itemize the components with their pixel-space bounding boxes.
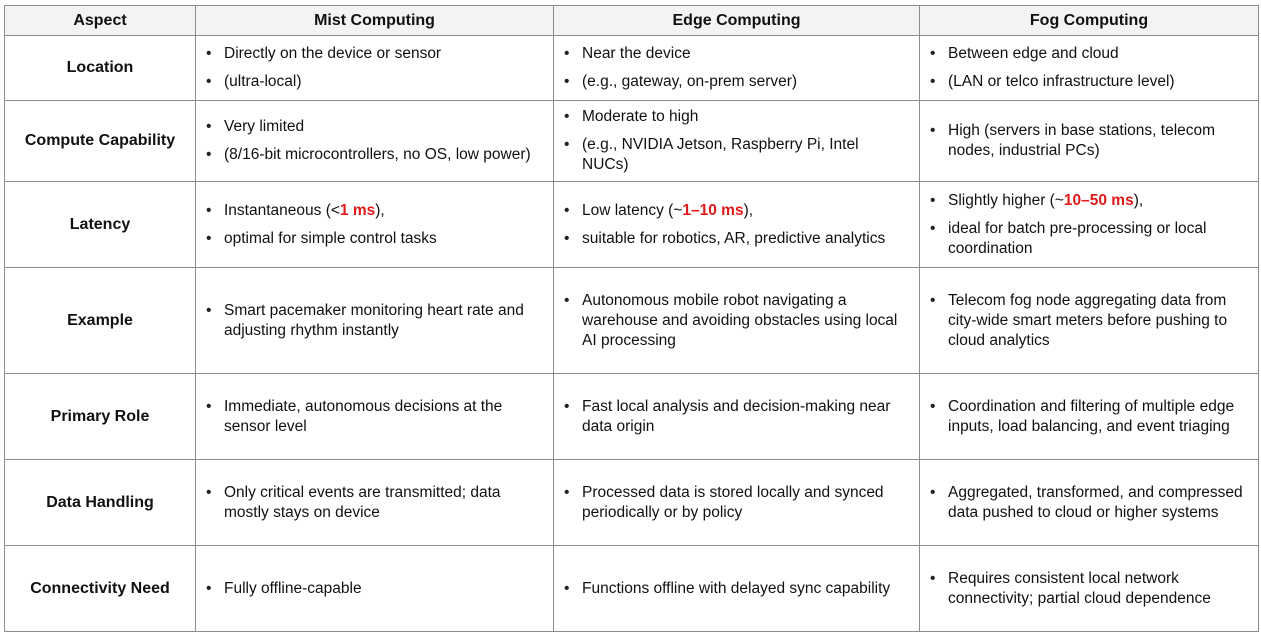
bullet-item: [562, 44, 909, 64]
fog-cell: [920, 36, 1259, 101]
aspect-label: Example: [5, 268, 196, 374]
bullet-text: Near the device: [582, 45, 691, 62]
table-row: [5, 101, 1259, 182]
bullet-item: [562, 397, 909, 437]
bullet-text: Only critical events are transmitted; data mostly stays on device: [224, 483, 501, 521]
mist-cell: [196, 101, 554, 182]
bullet-text: Low latency (~: [582, 201, 683, 219]
bullet-text: (ultra-local): [224, 73, 302, 90]
mist-cell: [196, 374, 554, 460]
bullet-item: [204, 44, 543, 64]
header-row: [5, 6, 1259, 36]
bullet-list: [204, 44, 543, 92]
bullet-text: Functions offline with delayed sync capability: [582, 579, 891, 597]
bullet-item: [204, 301, 543, 341]
bullet-text: ),: [375, 201, 385, 219]
bullet-item: [204, 145, 543, 165]
latency-value-highlight: 1 ms: [339, 201, 376, 219]
bullet-list: [562, 107, 909, 175]
bullet-text: High (servers in base stations, telecom nodes, industrial PCs): [948, 122, 1216, 159]
bullet-list: [562, 579, 909, 599]
bullet-item: [928, 291, 1248, 351]
table-row: [5, 182, 1259, 268]
bullet-item: [204, 229, 543, 249]
aspect-label: Latency: [5, 182, 196, 268]
bullet-list: [928, 44, 1248, 92]
bullet-text: Very limited: [224, 118, 305, 135]
bullet-list: [928, 483, 1248, 523]
fog-cell: [920, 460, 1259, 546]
bullet-list: [928, 191, 1248, 259]
bullet-list: [562, 291, 909, 351]
bullet-text: Instantaneous (<: [224, 201, 340, 219]
edge-cell: [554, 460, 920, 546]
bullet-text: (8/16-bit microcontrollers, no OS, low power): [224, 146, 531, 163]
bullet-list: [562, 44, 909, 92]
bullet-item: [562, 291, 909, 351]
bullet-item: [562, 135, 909, 175]
latency-value-highlight: 1–10 ms: [682, 201, 744, 219]
bullet-item: [204, 483, 543, 523]
bullet-list: [204, 579, 543, 599]
bullet-item: [928, 397, 1248, 437]
table-row: [5, 36, 1259, 101]
mist-cell: [196, 268, 554, 374]
bullet-text: (e.g., gateway, on-prem server): [582, 73, 798, 90]
bullet-text: optimal for simple control tasks: [224, 229, 437, 247]
fog-cell: [920, 182, 1259, 268]
bullet-list: [562, 201, 909, 249]
bullet-item: [928, 569, 1248, 609]
aspect-label: Primary Role: [5, 374, 196, 460]
edge-cell: [554, 268, 920, 374]
bullet-text: Slightly higher (~: [948, 191, 1064, 209]
bullet-text: Smart pacemaker monitoring heart rate and adjusting rhythm instantly: [224, 301, 524, 339]
bullet-list: [928, 291, 1248, 351]
bullet-text: Coordination and filtering of multiple edge inputs, load balancing, and event triaging: [948, 397, 1235, 435]
bullet-item: [928, 191, 1248, 211]
bullet-item: [562, 107, 909, 127]
bullet-list: [562, 483, 909, 523]
bullet-item: [562, 579, 909, 599]
bullet-text: Aggregated, transformed, and compressed data pushed to cloud or higher systems: [948, 483, 1243, 521]
edge-cell: [554, 182, 920, 268]
bullet-text: ),: [1133, 191, 1144, 209]
bullet-text: Requires consistent local network connectivity; partial cloud dependence: [948, 569, 1211, 607]
fog-cell: [920, 374, 1259, 460]
bullet-text: Autonomous mobile robot navigating a warehouse and avoiding obstacles using local AI processing: [582, 291, 898, 349]
bullet-list: [928, 121, 1248, 161]
bullet-text: ideal for batch pre-processing or local coordination: [948, 219, 1207, 257]
bullet-text: Fast local analysis and decision-making near data origin: [582, 397, 891, 435]
mist-cell: [196, 546, 554, 632]
bullet-list: [562, 397, 909, 437]
bullet-list: [204, 117, 543, 165]
latency-value-highlight: 10–50 ms: [1063, 191, 1134, 209]
bullet-item: [562, 72, 909, 92]
bullet-item: [204, 72, 543, 92]
bullet-text: Immediate, autonomous decisions at the sensor level: [224, 397, 503, 435]
bullet-item: [928, 483, 1248, 523]
table-row: [5, 268, 1259, 374]
fog-cell: [920, 546, 1259, 632]
bullet-item: [562, 483, 909, 523]
bullet-list: [204, 301, 543, 341]
mist-cell: [196, 182, 554, 268]
bullet-text: Fully offline-capable: [224, 579, 362, 597]
bullet-item: [928, 72, 1248, 92]
fog-cell: [920, 101, 1259, 182]
table-row: [5, 374, 1259, 460]
fog-cell: [920, 268, 1259, 374]
bullet-item: [928, 121, 1248, 161]
bullet-text: suitable for robotics, AR, predictive analytics: [582, 229, 886, 247]
bullet-text: Telecom fog node aggregating data from city-wide smart meters before pushing to cloud analytics: [948, 291, 1228, 349]
bullet-text: (LAN or telco infrastructure level): [948, 73, 1175, 90]
bullet-item: [928, 44, 1248, 64]
edge-cell: [554, 374, 920, 460]
edge-cell: [554, 546, 920, 632]
bullet-list: [204, 397, 543, 437]
header-fog-computing: Fog Computing: [920, 6, 1259, 36]
bullet-list: [204, 483, 543, 523]
bullet-text: ),: [743, 201, 754, 219]
aspect-label: Connectivity Need: [5, 546, 196, 632]
mist-cell: [196, 36, 554, 101]
aspect-label: Compute Capability: [5, 101, 196, 182]
bullet-item: [928, 219, 1248, 259]
bullet-list: [204, 201, 543, 249]
bullet-text: Between edge and cloud: [948, 45, 1119, 62]
header-edge-computing: Edge Computing: [554, 6, 920, 36]
bullet-list: [928, 569, 1248, 609]
comparison-table: [4, 5, 1259, 632]
table-row: [5, 460, 1259, 546]
edge-cell: [554, 36, 920, 101]
table-header: [5, 6, 1259, 36]
bullet-item: [204, 201, 543, 221]
mist-cell: [196, 460, 554, 546]
header-mist-computing: Mist Computing: [196, 6, 554, 36]
bullet-text: Directly on the device or sensor: [224, 45, 442, 62]
edge-cell: [554, 101, 920, 182]
bullet-item: [562, 229, 909, 249]
bullet-item: [204, 579, 543, 599]
table-body: [5, 36, 1259, 632]
bullet-text: (e.g., NVIDIA Jetson, Raspberry Pi, Intel NUCs): [582, 136, 859, 173]
bullet-text: Moderate to high: [582, 108, 699, 125]
header-aspect: Aspect: [5, 6, 196, 36]
bullet-item: [204, 397, 543, 437]
bullet-item: [204, 117, 543, 137]
aspect-label: Data Handling: [5, 460, 196, 546]
bullet-text: Processed data is stored locally and synced periodically or by policy: [582, 483, 884, 521]
table-row: [5, 546, 1259, 632]
bullet-list: [928, 397, 1248, 437]
bullet-item: [562, 201, 909, 221]
aspect-label: Location: [5, 36, 196, 101]
